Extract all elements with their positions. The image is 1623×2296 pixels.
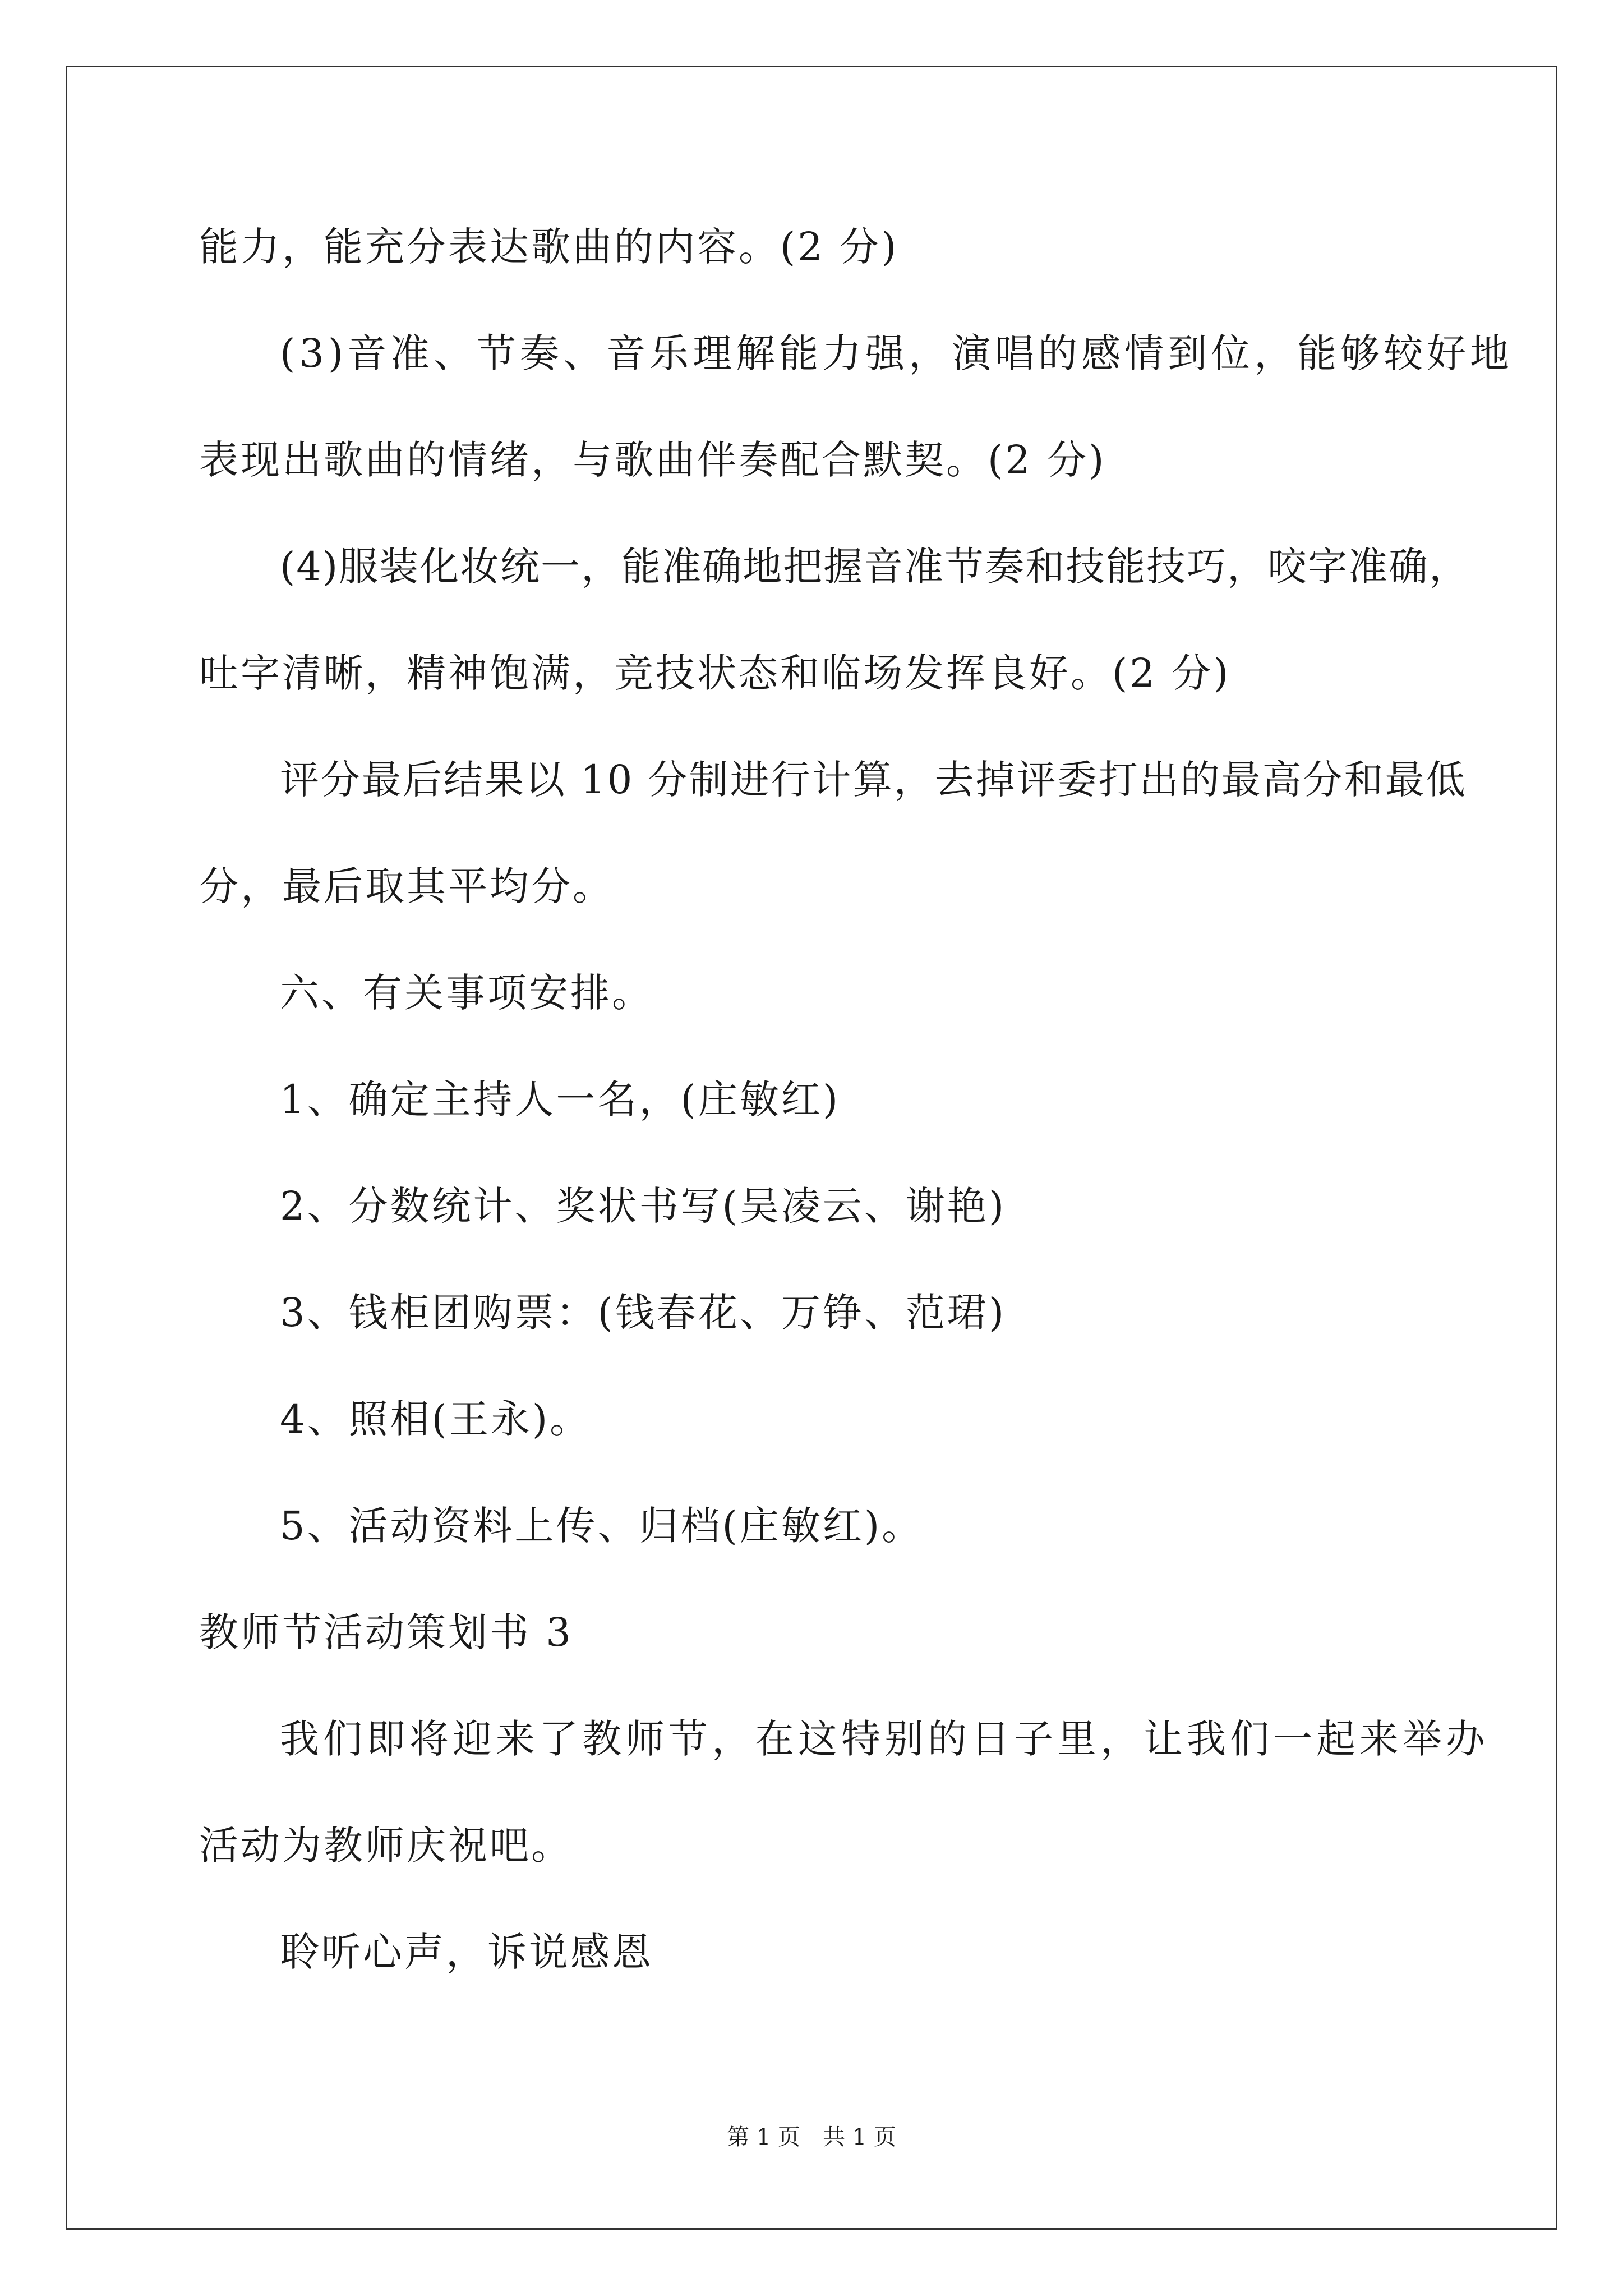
paragraph-line: (3)音准、节奏、音乐理解能力强，演唱的感情到位，能够较好地 bbox=[280, 330, 1514, 376]
document-heading: 教师节活动策划书 3 bbox=[199, 1609, 573, 1655]
paragraph-line: 能力，能充分表达歌曲的内容。(2 分) bbox=[199, 224, 899, 270]
paragraph-line: 吐字清晰，精神饱满，竞技状态和临场发挥良好。(2 分) bbox=[199, 650, 1231, 696]
list-item: 3、钱柜团购票：(钱春花、万铮、范珺) bbox=[280, 1290, 1007, 1336]
paragraph-line: 聆听心声，诉说感恩 bbox=[280, 1929, 653, 1975]
list-item: 4、照相(王永)。 bbox=[280, 1396, 592, 1442]
paragraph-line: 表现出歌曲的情绪，与歌曲伴奏配合默契。(2 分) bbox=[199, 437, 1106, 483]
section-heading: 六、有关事项安排。 bbox=[280, 970, 653, 1016]
list-item: 5、活动资料上传、归档(庄敏红)。 bbox=[280, 1503, 924, 1549]
paragraph-line: 我们即将迎来了教师节，在这特别的日子里，让我们一起来举办 bbox=[280, 1716, 1489, 1762]
page-number: 第 1 页 共 1 页 bbox=[727, 2124, 896, 2150]
paragraph-line: 活动为教师庆祝吧。 bbox=[199, 1823, 573, 1869]
paragraph-line: 分，最后取其平均分。 bbox=[199, 863, 614, 909]
paragraph-line: (4)服装化妆统一，能准确地把握音准节奏和技能技巧，咬字准确， bbox=[280, 544, 1470, 590]
page-border bbox=[66, 66, 1557, 2230]
list-item: 2、分数统计、奖状书写(吴凌云、谢艳) bbox=[280, 1183, 1007, 1229]
list-item: 1、确定主持人一名，(庄敏红) bbox=[280, 1076, 841, 1122]
paragraph-line: 评分最后结果以 10 分制进行计算，去掉评委打出的最高分和最低 bbox=[280, 757, 1467, 803]
